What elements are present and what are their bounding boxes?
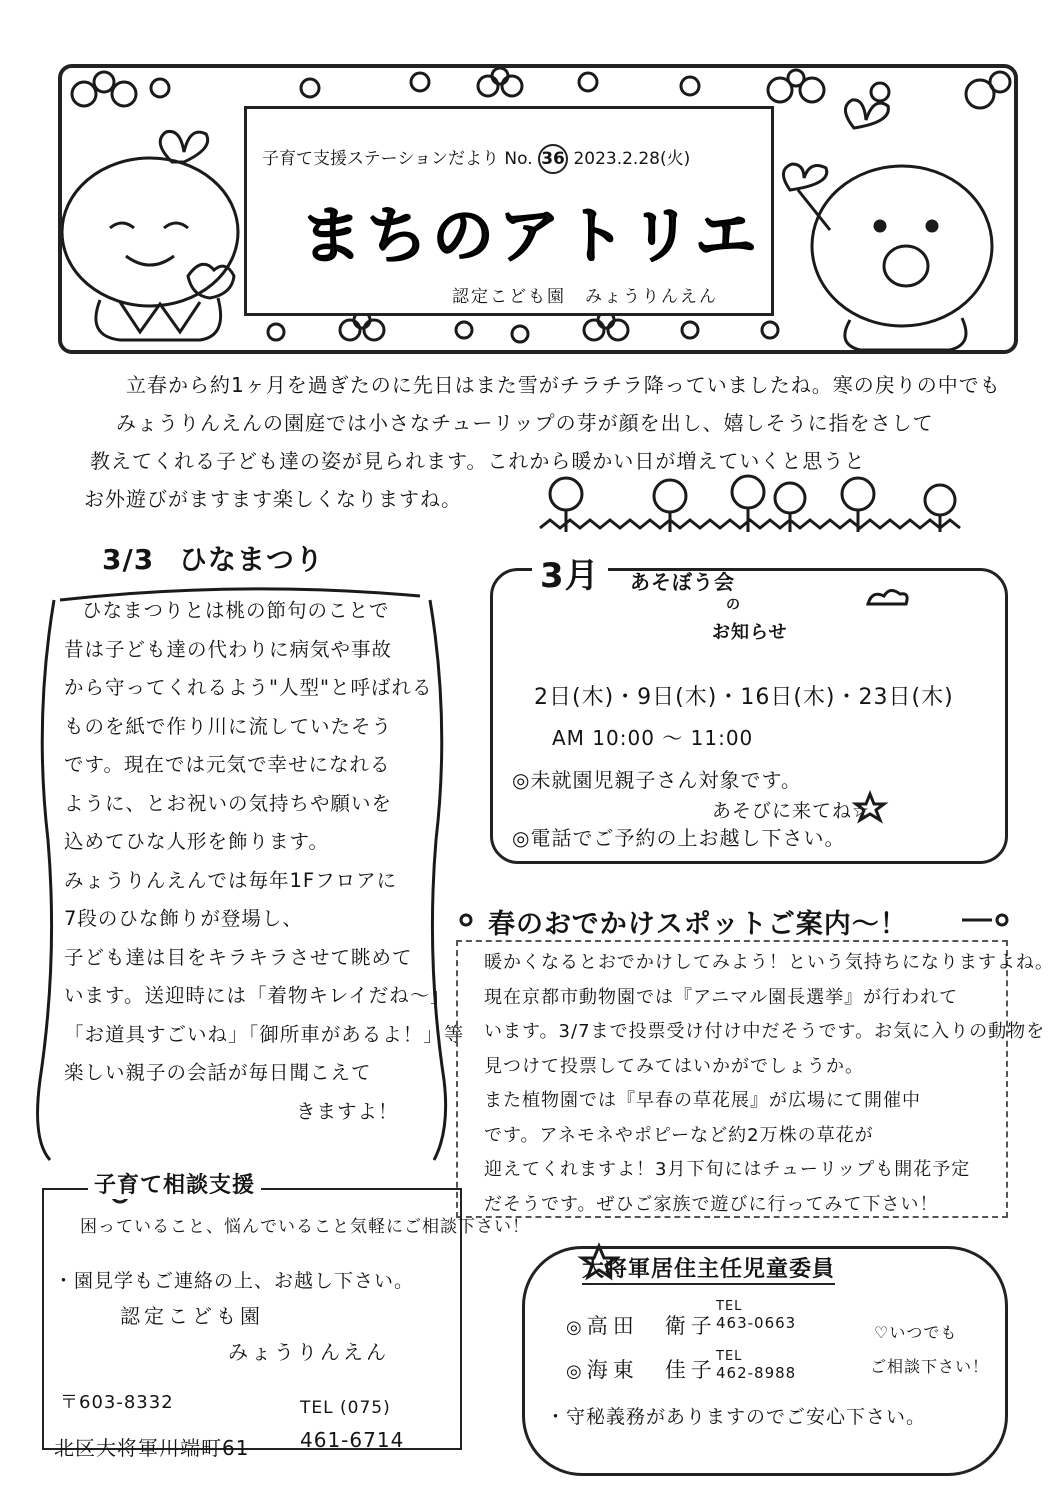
iin-consult (870, 1316, 989, 1384)
iin-title: 大将軍居住主任児童委員 (582, 1252, 835, 1285)
soudan-title: 子育て相談支援 (88, 1168, 261, 1199)
hinamatsuri-body (64, 592, 464, 1131)
spiral-icon: ◎ (512, 826, 531, 850)
asobou-month: 3月 (532, 548, 608, 597)
soudan-tel-label: TEL (075) (300, 1398, 391, 1418)
asobou-phone (512, 822, 845, 851)
issue-label: No. (504, 149, 533, 169)
hinamatsuri-line: ように、とお祝いの気持ちや願いを (64, 791, 393, 815)
issue-number: 36 (538, 144, 568, 174)
hinamatsuri-line: です。現在では元気で幸せになれる (64, 753, 391, 776)
hinamatsuri-line: ひなまつりとは桃の節句のことで (82, 599, 390, 622)
odekake-line: います。3/7まで投票受け付け中だそうです。お気に入りの動物を (484, 1021, 1046, 1042)
iin-person-2-name: 海東 佳子 (586, 1358, 717, 1382)
soudan-address: 北区大将軍川端町61 (54, 1436, 250, 1460)
header-line (262, 144, 690, 174)
iin-person-1-name: 高田 衛子 (586, 1314, 717, 1338)
hinamatsuri-line: 「お道具すごいね」「御所車があるよ！」等 (64, 1022, 465, 1046)
asobou-target (512, 764, 802, 793)
hinamatsuri-line: から守ってくれるよう"人型"と呼ばれる (64, 676, 433, 699)
tel-label: TEL (716, 1299, 743, 1314)
odekake-title: 春のおでかけスポットご案内～！ (488, 909, 908, 940)
intro-line: みょうりんえんの園庭では小さなチューリップの芽が顔を出し、嬉しそうに指をさして (116, 411, 934, 435)
asobou-dates: 2日(木)・9日(木)・16日(木)・23日(木) (534, 685, 954, 710)
soudan-school: 認定こども園 (120, 1304, 264, 1328)
asobou-invite: あそびに来てね☆ (712, 800, 871, 822)
hinamatsuri-line: います。送迎時には「着物キレイだね～」 (64, 984, 451, 1007)
asobou-target-text: 未就園児親子さん対象です。 (530, 768, 802, 792)
hinamatsuri-line: きますよ！ (296, 1099, 399, 1123)
hinamatsuri-line: 込めてひな人形を飾ります。 (64, 830, 329, 853)
asobou-no: の (726, 597, 741, 613)
odekake-line: だそうです。ぜひご家族で遊びに行ってみて下さい！ (484, 1193, 939, 1215)
asobou-subtitle: お知らせ (712, 622, 788, 643)
odekake-line: です。アネモネやポピーなど約2万株の草花が (484, 1124, 874, 1146)
soudan-tel: 461-6714 (300, 1428, 405, 1452)
intro-line: お外遊びがますます楽しくなりますね。 (84, 487, 462, 511)
hinamatsuri-line: 昔は子ども達の代わりに病気や事故 (64, 637, 393, 661)
odekake-body (484, 946, 1054, 1222)
heart-icon: ♡ (874, 1323, 890, 1342)
hinamatsuri-line: 楽しい親子の会話が毎日聞こえて (64, 1061, 372, 1084)
hinamatsuri-heading (102, 538, 324, 578)
intro-paragraph (70, 366, 1001, 518)
asobou-time: AM 10:00 ～ 11:00 (552, 726, 754, 750)
page-title: まちのアトリエ (300, 199, 761, 272)
odekake-line: 迎えてくれますよ！3月下旬にはチューリップも開花予定 (484, 1159, 971, 1180)
tel-label: TEL (716, 1349, 743, 1364)
spiral-icon: ◎ (566, 1317, 587, 1338)
hinamatsuri-line: 子ども達は目をキラキラさせて眺めて (64, 945, 413, 969)
intro-line: 立春から約1ヶ月を過ぎたのに先日はまた雪がチラチラ降っていましたね。寒の戻りの中でも (126, 373, 1001, 397)
iin-person-2-tel (716, 1348, 796, 1382)
hinamatsuri-title: ひなまつり (178, 543, 324, 576)
newsletter-series: 子育て支援ステーションだより (262, 149, 499, 169)
hinamatsuri-line: ものを紙で作り川に流していたそう (64, 714, 393, 738)
hinamatsuri-line: 7段のひな飾りが登場し、 (64, 907, 303, 930)
soudan-line: 困っていること、悩んでいること気軽にご相談下さい！ (80, 1217, 530, 1237)
school-name: 認定こども園 みょうりんえん (452, 287, 718, 307)
odekake-line: 現在京都市動物園では『アニマル園長選挙』が行われて (484, 986, 959, 1008)
iin-person-2 (566, 1354, 717, 1384)
issue-date: 2023.2.28(火) (573, 149, 691, 169)
tel-number: 463-0663 (716, 1314, 797, 1332)
tel-number: 462-8988 (716, 1364, 797, 1382)
spiral-icon: ◎ (512, 768, 531, 792)
soudan-line: ・園見学もご連絡の上、お越し下さい。 (54, 1270, 415, 1292)
iin-consult-text: いつでも (889, 1323, 958, 1342)
hinamatsuri-line: みょうりんえんでは毎年1Fフロアに (64, 868, 398, 892)
soudan-name: みょうりんえん (228, 1340, 389, 1364)
odekake-line: また植物園では『早春の草花展』が広場にて開催中 (484, 1090, 921, 1111)
iin-consult-line (870, 1316, 989, 1350)
asobou-phone-text: 電話でご予約の上お越し下さい。 (530, 826, 846, 850)
asobou-title: あそぼう会 (630, 570, 735, 594)
odekake-line: 暖かくなるとおでかけしてみよう！という気持ちになりますよね。 (484, 952, 1054, 973)
iin-person-1-tel (716, 1298, 796, 1332)
hinamatsuri-date: 3/3 (102, 543, 155, 576)
iin-consult-line-2: ご相談下さい！ (870, 1357, 990, 1376)
spiral-icon: ◎ (566, 1361, 587, 1382)
intro-line: 教えてくれる子ども達の姿が見られます。これから暖かい日が増えていくと思うと (90, 449, 866, 473)
iin-note: ・守秘義務がありますのでご安心下さい。 (546, 1406, 927, 1428)
iin-person-1 (566, 1310, 717, 1340)
odekake-line: 見つけて投票してみてはいかがでしょうか。 (484, 1055, 864, 1077)
soudan-postal: 〒603-8332 (60, 1392, 174, 1413)
